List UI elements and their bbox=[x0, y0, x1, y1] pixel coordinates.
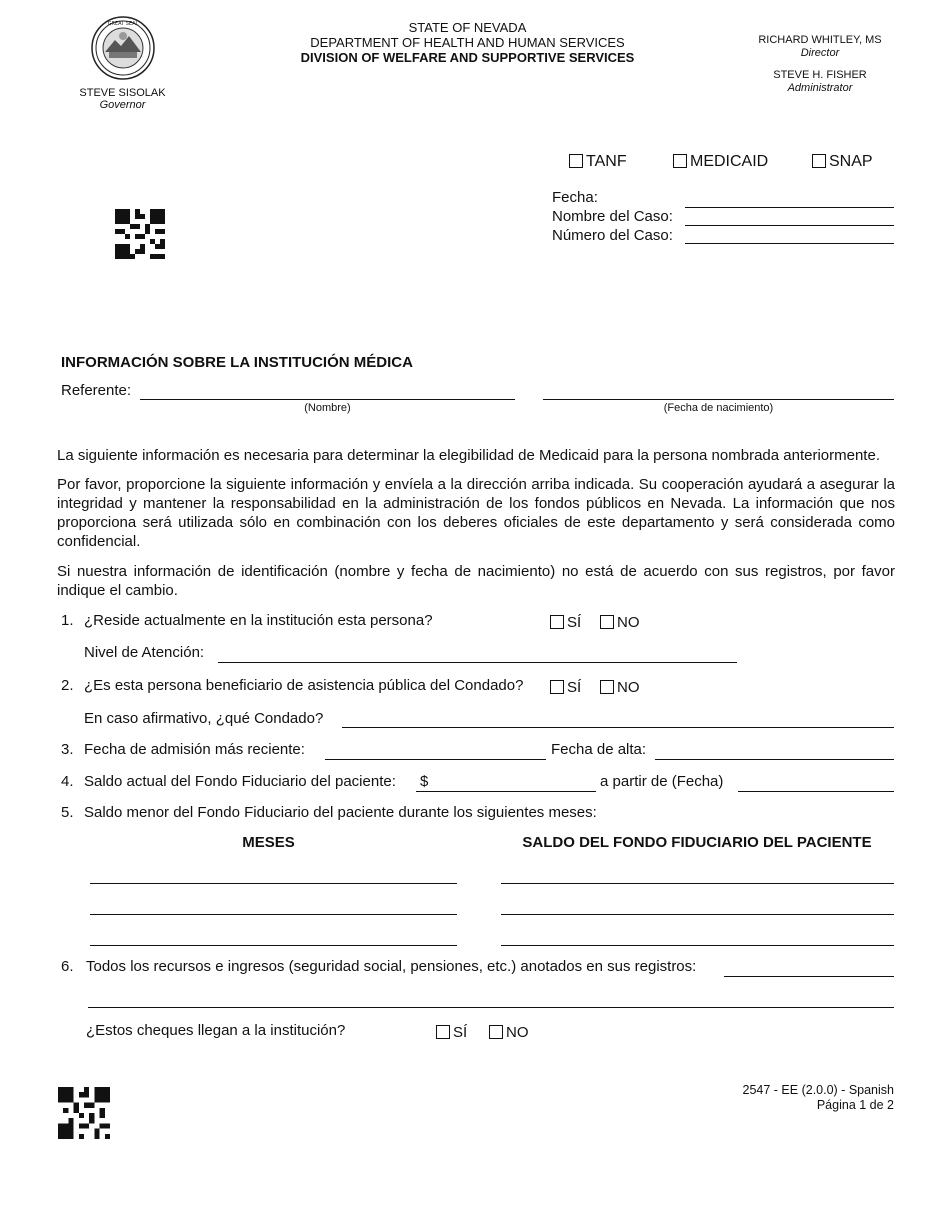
q1-number: 1. bbox=[61, 612, 74, 629]
nombre-caso-field[interactable] bbox=[685, 225, 894, 226]
q2-sub-label: En caso afirmativo, ¿qué Condado? bbox=[84, 710, 324, 727]
yes-label: SÍ bbox=[453, 1024, 468, 1041]
barcode-top bbox=[115, 209, 165, 259]
nivel-atencion-field[interactable] bbox=[218, 662, 737, 663]
referente-nombre-field[interactable] bbox=[140, 399, 515, 400]
department-name: DEPARTMENT OF HEALTH AND HUMAN SERVICES bbox=[310, 35, 625, 50]
saldo-field-1[interactable] bbox=[501, 883, 894, 884]
governor-name: STEVE SISOLAK bbox=[79, 87, 166, 99]
no-label: NO bbox=[617, 679, 640, 696]
mes-field-3[interactable] bbox=[90, 945, 457, 946]
q2-number: 2. bbox=[61, 677, 74, 694]
q6-yes-checkbox[interactable] bbox=[436, 1024, 467, 1041]
yes-label: SÍ bbox=[567, 679, 582, 696]
recursos-field-2[interactable] bbox=[88, 1007, 894, 1008]
checkbox-icon bbox=[550, 615, 564, 629]
q1-sub-label: Nivel de Atención: bbox=[84, 644, 205, 661]
state-seal bbox=[91, 16, 155, 80]
q4-number: 4. bbox=[61, 773, 74, 790]
q1-yes-checkbox[interactable] bbox=[550, 614, 581, 631]
yes-label: SÍ bbox=[567, 614, 582, 631]
q6-sub-label: ¿Estos cheques llegan a la institución? bbox=[86, 1022, 346, 1039]
q2-text: ¿Es esta persona beneficiario de asistencia pública del Condado? bbox=[84, 677, 524, 694]
q6-text: Todos los recursos e ingresos (seguridad social, pensiones, etc.) anotados en sus registros: bbox=[86, 958, 697, 975]
saldo-field-2[interactable] bbox=[501, 914, 894, 915]
saldo-fecha-field[interactable] bbox=[738, 791, 894, 792]
director-name: RICHARD WHITLEY, MS bbox=[758, 34, 882, 46]
saldo-field-3[interactable] bbox=[501, 945, 894, 946]
state-name: STATE OF NEVADA bbox=[408, 20, 527, 35]
q2-yes-checkbox[interactable] bbox=[550, 679, 581, 696]
numero-caso-label: Número del Caso: bbox=[552, 227, 673, 244]
paragraph-2: Por favor, proporcione la siguiente información y envíela a la dirección arriba indicada. Su cooperación ayudará a asegurar la integridad y mantener la responsabilidad en la administración de los fondos públicos en Nevada. La información que nos proporciona será utilizada sólo en combinación con los deberes oficiales de este departamento y será considerada como confidencial. bbox=[57, 476, 895, 550]
q3-alta-label: Fecha de alta: bbox=[551, 741, 647, 758]
paragraph-1: La siguiente información es necesaria para determinar la elegibilidad de Medicaid para la persona nombrada anteriormente. bbox=[57, 447, 880, 464]
tanf-label: TANF bbox=[586, 153, 627, 170]
referente-label: Referente: bbox=[61, 382, 132, 399]
checkbox-icon bbox=[569, 154, 583, 168]
q3-number: 3. bbox=[61, 741, 74, 758]
q4-fecha-label: a partir de (Fecha) bbox=[600, 773, 724, 790]
fecha-alta-field[interactable] bbox=[655, 759, 894, 760]
governor-title: Governor bbox=[99, 99, 146, 111]
mes-field-1[interactable] bbox=[90, 883, 457, 884]
checkbox-icon bbox=[673, 154, 687, 168]
condado-field[interactable] bbox=[342, 727, 894, 728]
fecha-label: Fecha: bbox=[552, 189, 598, 206]
director-title: Director bbox=[800, 47, 840, 59]
q5-text: Saldo menor del Fondo Fiduciario del paciente durante los siguientes meses: bbox=[84, 804, 597, 821]
tanf-checkbox[interactable] bbox=[569, 153, 627, 171]
no-label: NO bbox=[506, 1024, 529, 1041]
administrator-title: Administrator bbox=[787, 82, 853, 94]
svg-text:GREAT SEAL: GREAT SEAL bbox=[107, 21, 139, 27]
no-label: NO bbox=[617, 614, 640, 631]
snap-checkbox[interactable] bbox=[812, 153, 873, 171]
nombre-caption: (Nombre) bbox=[304, 402, 351, 414]
saldo-actual-field[interactable] bbox=[416, 791, 596, 792]
q1-no-checkbox[interactable] bbox=[600, 614, 640, 631]
checkbox-icon bbox=[812, 154, 826, 168]
mes-field-2[interactable] bbox=[90, 914, 457, 915]
q2-no-checkbox[interactable] bbox=[600, 679, 640, 696]
recursos-field-1[interactable] bbox=[724, 976, 894, 977]
checkbox-icon bbox=[600, 680, 614, 694]
section-title: INFORMACIÓN SOBRE LA INSTITUCIÓN MÉDICA bbox=[61, 354, 413, 371]
snap-label: SNAP bbox=[829, 153, 873, 170]
meses-header: MESES bbox=[242, 834, 295, 851]
medicaid-checkbox[interactable] bbox=[673, 153, 768, 171]
q1-text: ¿Reside actualmente en la institución esta persona? bbox=[84, 612, 433, 629]
q4-dollar: $ bbox=[420, 773, 429, 790]
medicaid-label: MEDICAID bbox=[690, 153, 769, 170]
q5-number: 5. bbox=[61, 804, 74, 821]
nombre-caso-label: Nombre del Caso: bbox=[552, 208, 673, 225]
checkbox-icon bbox=[550, 680, 564, 694]
fecha-admision-field[interactable] bbox=[325, 759, 546, 760]
administrator-name: STEVE H. FISHER bbox=[773, 69, 867, 81]
saldo-header: SALDO DEL FONDO FIDUCIARIO DEL PACIENTE bbox=[522, 834, 872, 851]
paragraph-3: Si nuestra información de identificación (nombre y fecha de nacimiento) no está de acuerdo con sus registros, por favor indique el cambio. bbox=[57, 563, 895, 599]
checkbox-icon bbox=[600, 615, 614, 629]
barcode-bottom bbox=[58, 1087, 110, 1139]
fecha-nac-caption: (Fecha de nacimiento) bbox=[663, 402, 774, 414]
fecha-field[interactable] bbox=[685, 207, 894, 208]
form-id: 2547 - EE (2.0.0) - Spanish bbox=[742, 1083, 894, 1097]
q6-no-checkbox[interactable] bbox=[489, 1024, 529, 1041]
referente-fecha-nac-field[interactable] bbox=[543, 399, 894, 400]
checkbox-icon bbox=[436, 1025, 450, 1039]
division-name: DIVISION OF WELFARE AND SUPPORTIVE SERVICES bbox=[300, 50, 635, 65]
numero-caso-field[interactable] bbox=[685, 243, 894, 244]
q6-number: 6. bbox=[61, 958, 74, 975]
page-number: Página 1 de 2 bbox=[816, 1098, 894, 1112]
q4-text: Saldo actual del Fondo Fiduciario del paciente: bbox=[84, 773, 396, 790]
q3-text: Fecha de admisión más reciente: bbox=[84, 741, 305, 758]
checkbox-icon bbox=[489, 1025, 503, 1039]
